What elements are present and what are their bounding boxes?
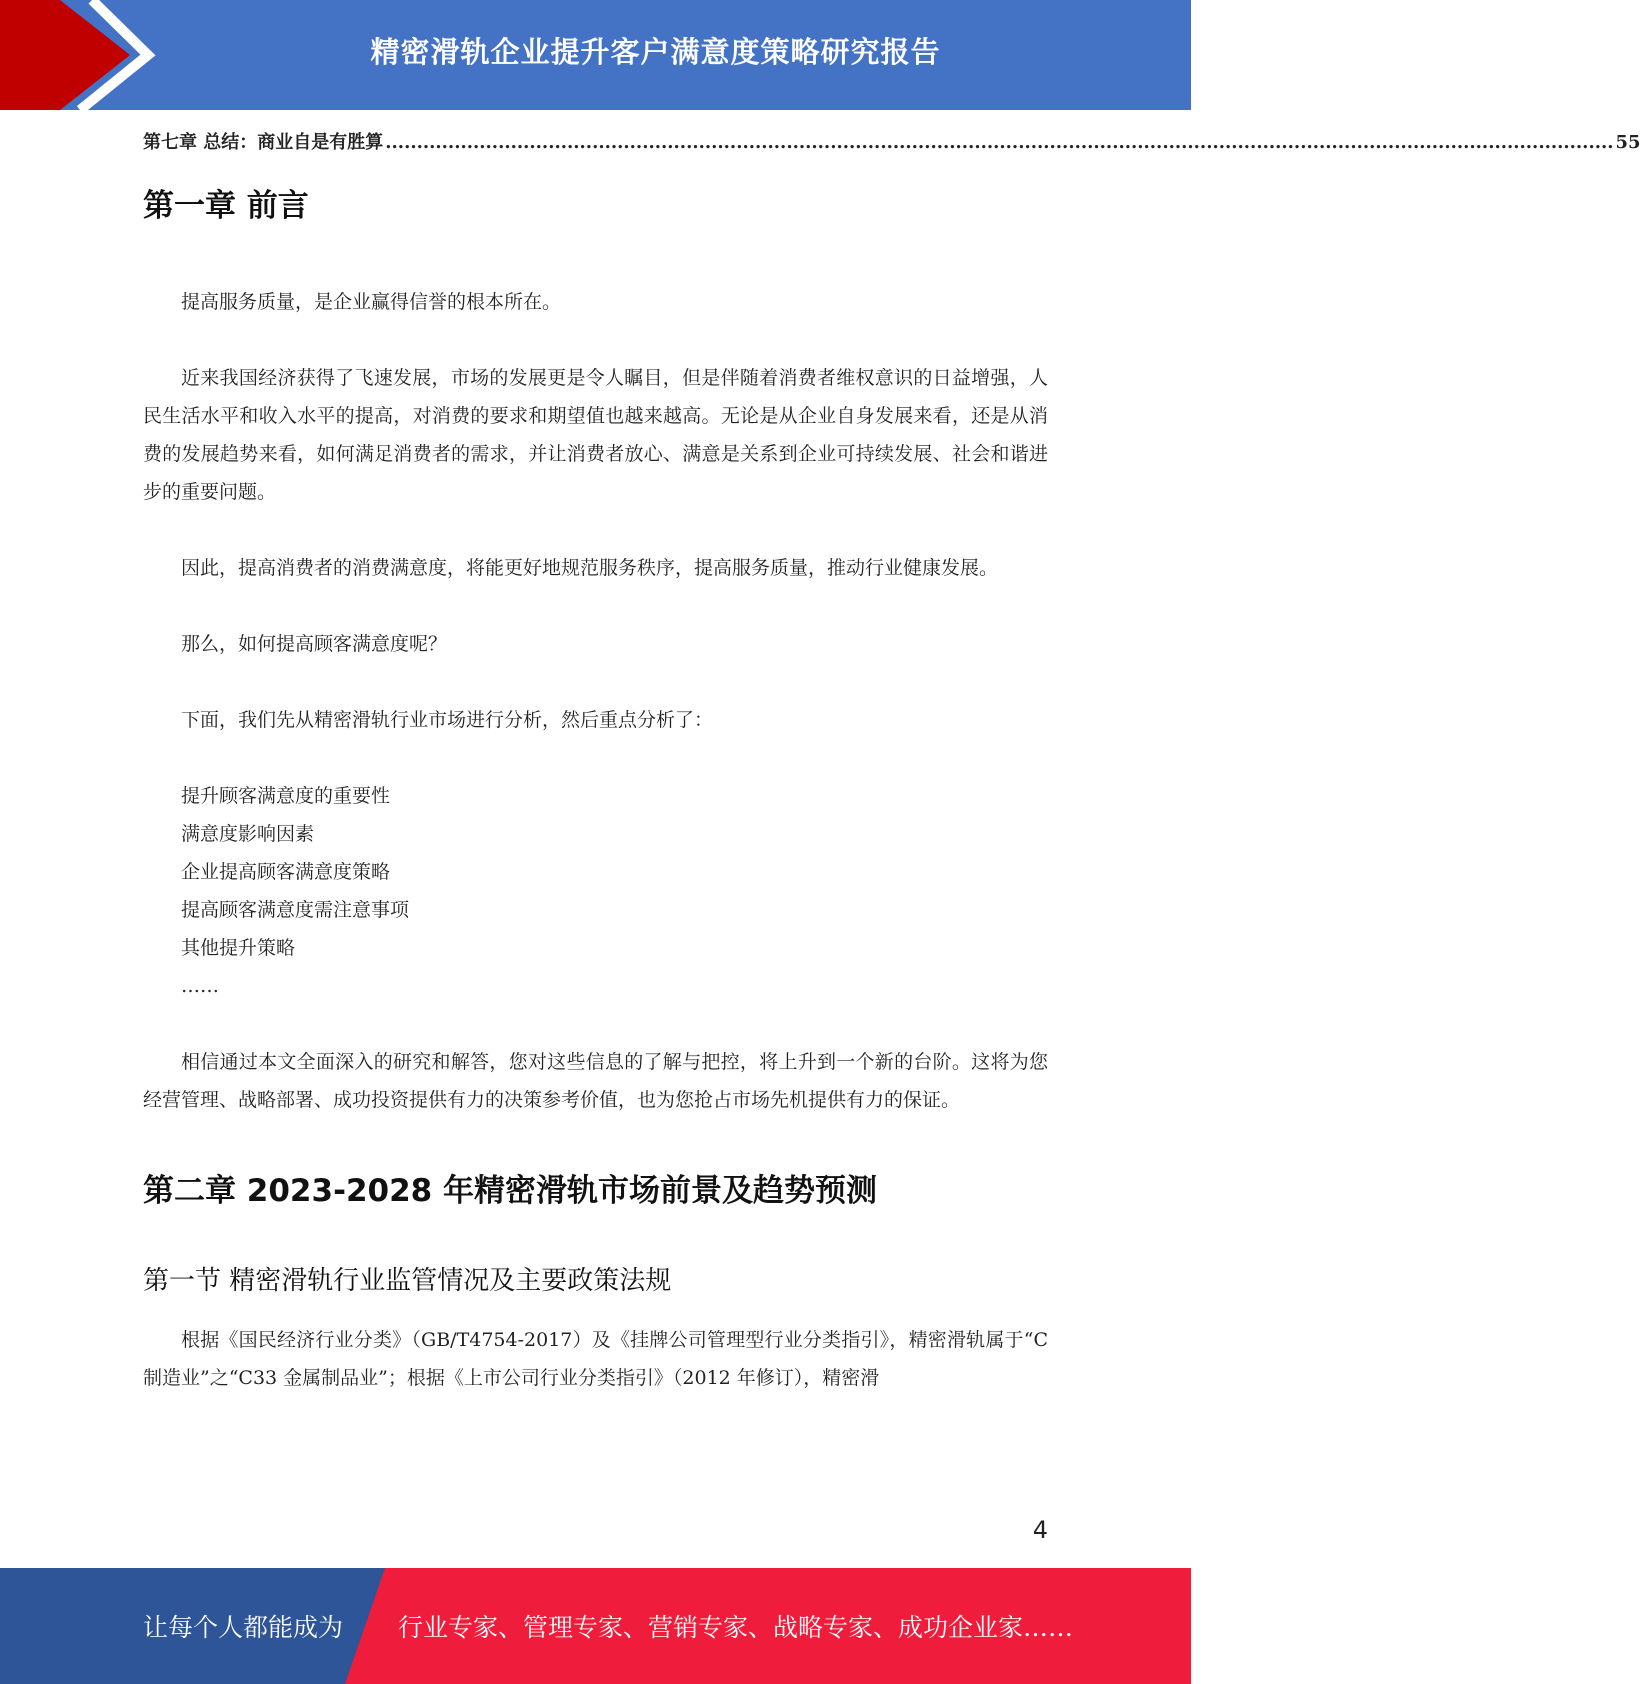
list-item: 提高顾客满意度需注意事项 xyxy=(181,899,410,921)
list-item: …… xyxy=(181,975,219,997)
toc-entry-page: 55 xyxy=(1615,132,1641,153)
list-item: 满意度影响因素 xyxy=(181,823,315,845)
list-item: 提升顾客满意度的重要性 xyxy=(181,785,391,807)
chapter-1-heading: 第一章 前言 xyxy=(143,188,309,224)
paragraph: 近来我国经济获得了飞速发展，市场的发展更是令人瞩目，但是伴随着消费者维权意识的日益增强，人民生活水平和收入水平的提高，对消费的要求和期望值也越来越高。无论是从企业自身发展来看，还是从消费的发展趋势来看，如何满足消费者的需求，并让消费者放心、满意是关系到企业可持续发展、社会和谐进步的重要问题。 xyxy=(143,367,1048,503)
page-footer xyxy=(0,1568,1191,1684)
chapter-2-heading: 第二章 2023-2028 年精密滑轨市场前景及趋势预测 xyxy=(143,1173,878,1209)
paragraph: 相信通过本文全面深入的研究和解答，您对这些信息的了解与把控，将上升到一个新的台阶。这将为您经营管理、战略部署、成功投资提供有力的决策参考价值，也为您抢占市场先机提供有力的保证。 xyxy=(143,1051,1048,1111)
header-arrow-decoration xyxy=(0,0,160,110)
list-item: 企业提高顾客满意度策略 xyxy=(181,861,391,883)
list-item: 其他提升策略 xyxy=(181,937,296,959)
paragraph: 那么，如何提高顾客满意度呢？ xyxy=(181,633,448,655)
report-title: 精密滑轨企业提升客户满意度策略研究报告 xyxy=(370,34,941,69)
page-header xyxy=(0,0,1191,110)
document-body xyxy=(143,126,1641,1397)
paragraph: 提高服务质量，是企业赢得信誉的根本所在。 xyxy=(181,291,562,313)
paragraph: 根据《国民经济行业分类》（GB/T4754-2017）及《挂牌公司管理型行业分类指引》，精密滑轨属于“C 制造业”之“C33 金属制品业”；根据《上市公司行业分类指引》（2012 年修订），精密滑 xyxy=(143,1329,1048,1389)
footer-slogan-right: 行业专家、管理专家、营销专家、战略专家、成功企业家…… xyxy=(398,1613,1074,1642)
toc-leader-dots: .................................................................................................................................................................................................... xyxy=(385,132,1614,153)
toc-entry-label: 第七章 总结：商业自是有胜算 xyxy=(143,132,384,153)
page-number: 4 xyxy=(1032,1516,1048,1544)
paragraph: 下面，我们先从精密滑轨行业市场进行分析，然后重点分析了： xyxy=(181,709,714,731)
topic-list xyxy=(143,777,1048,1005)
section-1-heading: 第一节 精密滑轨行业监管情况及主要政策法规 xyxy=(143,1266,672,1296)
footer-slogan-left: 让每个人都能成为 xyxy=(143,1613,344,1642)
toc-entry[interactable] xyxy=(143,126,1641,160)
paragraph: 因此，提高消费者的消费满意度，将能更好地规范服务秩序，提高服务质量，推动行业健康发展。 xyxy=(181,557,999,579)
